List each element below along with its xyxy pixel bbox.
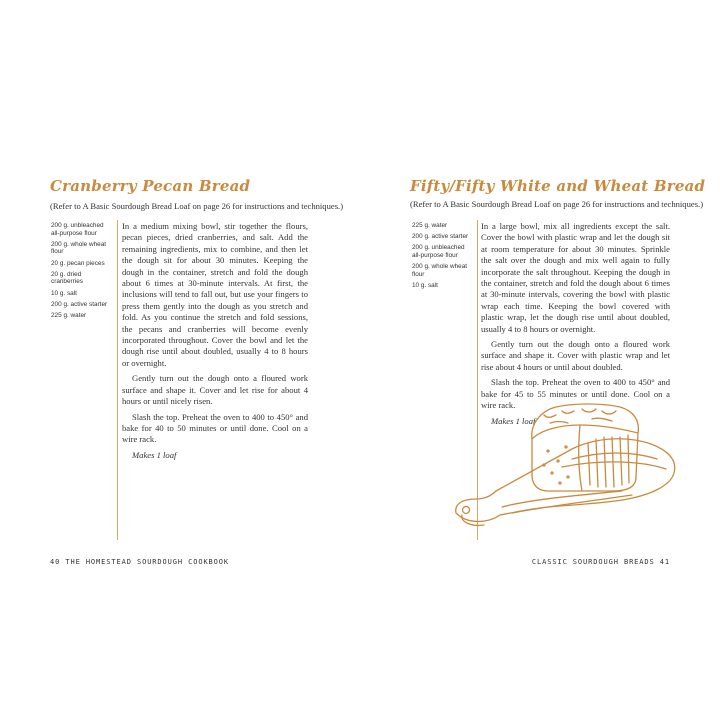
recipe-reference-note: (Refer to A Basic Sourdough Bread Loaf on page 26 for instructions and techniques.) — [50, 201, 344, 211]
right-page — [360, 0, 720, 720]
recipe-title: Fifty/Fifty White and Wheat Bread — [410, 177, 706, 195]
ingredient-item: 200 g. active starter — [412, 233, 469, 241]
running-head: THE HOMESTEAD SOURDOUGH COOKBOOK — [65, 558, 230, 566]
ingredient-item: 20 g. pecan pieces — [51, 259, 105, 267]
method-paragraph: In a large bowl, mix all ingredients except the salt. Cover the bowl with plastic wrap and let the dough sit at room temperature for about 30 minutes. Sprinkle the salt over the dough and mix well again to fully incorporate the salt throughout. Keeping the dough in the container, stretch and fold the dough about 6 times at 30-minute intervals, covering the bowl with plastic wrap each time. Keeping the bowl covered with plastic wrap, let the dough rise until about doubled, usually 4 to 8 hours or overnight. — [481, 221, 670, 334]
method-paragraph: Gently turn out the dough onto a floured work surface and shape it. Cover with plastic wrap and let rise about 4 hours or until about doubled. — [481, 339, 670, 372]
page-number: 40 — [50, 558, 61, 566]
ingredient-item: 200 g. active starter — [51, 300, 108, 308]
ingredient-list — [51, 222, 113, 323]
method-paragraph: Gently turn out the dough onto a floured work surface and shape it. Cover and let rise for about 4 hours or until nicely risen. — [122, 373, 308, 407]
ingredient-item: 200 g. unbleached all-purpose flour — [412, 244, 465, 259]
method-text — [122, 221, 308, 465]
page-number: 41 — [659, 558, 670, 566]
ingredient-item: 200 g. whole wheat flour — [51, 240, 107, 256]
ingredient-item: 200 g. whole wheat flour — [412, 263, 468, 278]
recipe-reference-note: (Refer to A Basic Sourdough Bread Loaf on page 26 for instructions and techniques.) — [410, 199, 704, 209]
page-footer — [50, 558, 229, 566]
recipe-title: Cranberry Pecan Bread — [50, 177, 251, 195]
ingredient-item: 200 g. unbleached all-purpose flour — [51, 222, 104, 237]
ingredient-item: 225 g. water — [412, 222, 448, 229]
method-paragraph: In a medium mixing bowl, stir together the flours, pecan pieces, dried cranberries, and salt. Add the remaining ingredients, mix to combine, and then let the dough sit for about 30 minutes. Keeping the dough in the container, stretch and fold the dough about 6 times at 30-minute intervals. At first, the inclusions will tend to fall out, but use your fingers to press them gently into the dough as you stretch and fold. As you continue the stretch and fold sessions, the pecans and cranberries will become evenly incorporated throughout. Cover the bowl and let the dough rise until about doubled, usually 4 to 8 hours or overnight. — [122, 221, 308, 368]
page-footer — [532, 558, 670, 566]
ingredient-item: 10 g. salt — [412, 281, 438, 289]
ingredient-item: 20 g. dried cranberries — [51, 270, 83, 286]
running-head: CLASSIC SOURDOUGH BREADS — [531, 558, 655, 566]
bread-loaf-on-cutting-board-icon — [452, 395, 684, 530]
recipe-yield: Makes 1 loaf — [491, 415, 536, 426]
method-paragraph: Slash the top. Preheat the oven to 400 to 450° and bake for 45 to 55 minutes or until done. Cool on a wire rack. — [481, 377, 670, 411]
ingredient-item: 10 g. salt — [51, 289, 77, 297]
column-divider — [117, 220, 118, 540]
method-paragraph: Slash the top. Preheat the oven to 400 to 450° and bake for 40 to 50 minutes or until done. Cool on a wire rack. — [122, 411, 308, 445]
recipe-yield: Makes 1 loaf — [132, 449, 177, 460]
ingredient-item: 225 g. water — [51, 311, 87, 319]
ingredient-list — [412, 222, 474, 293]
